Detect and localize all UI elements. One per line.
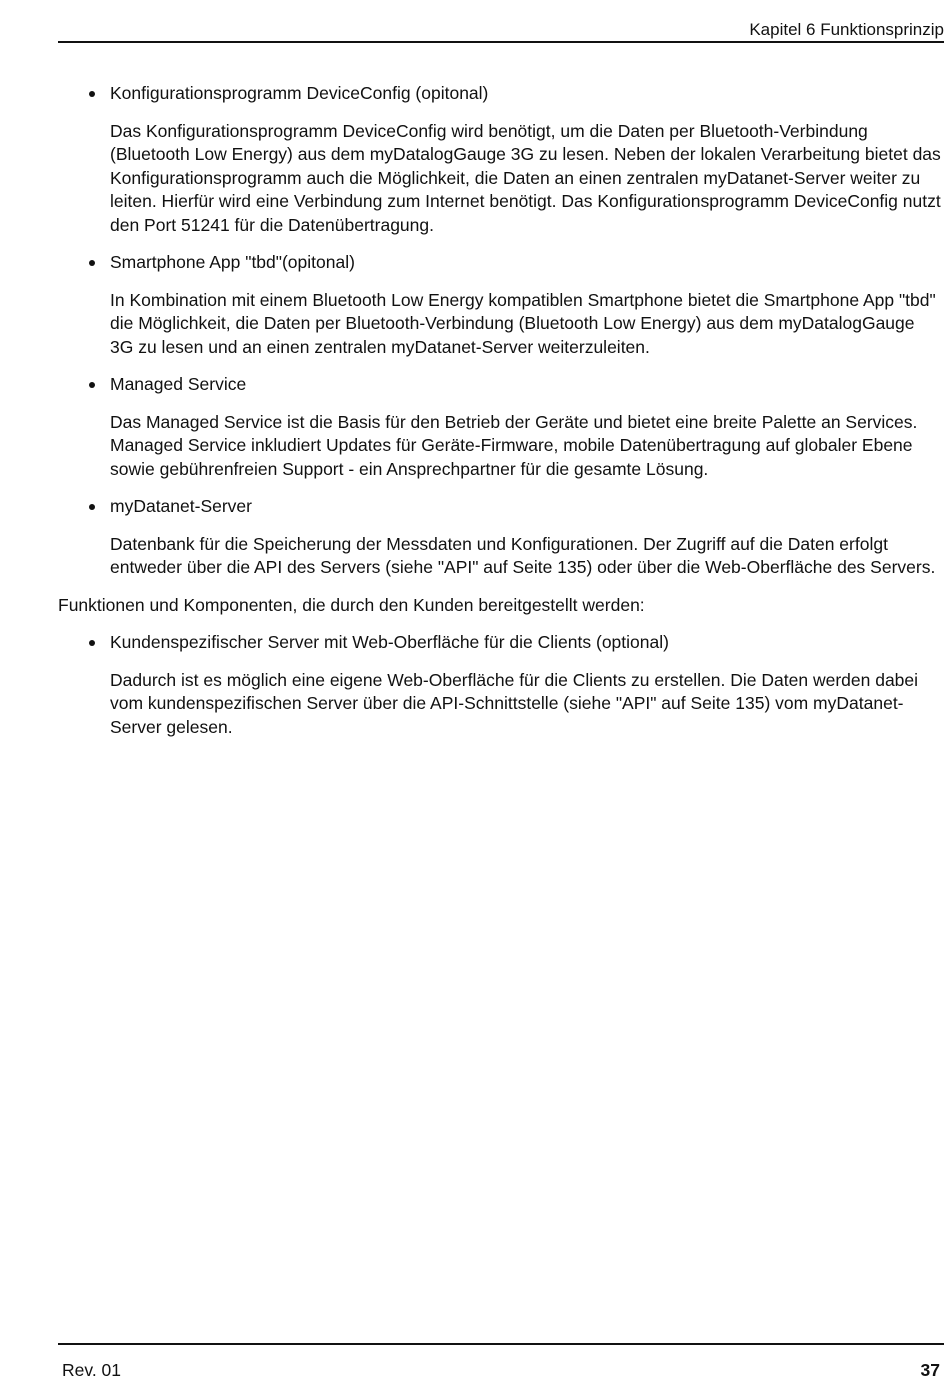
bullet-icon bbox=[89, 260, 95, 266]
bullet-icon bbox=[89, 504, 95, 510]
footer-divider bbox=[58, 1343, 944, 1345]
list-item-smartphone-app bbox=[58, 251, 942, 359]
list-item-description: In Kombination mit einem Bluetooth Low Energy kompatiblen Smartphone bietet die Smartphone App "tbd" die Möglichkeit, die Daten per Bluetooth-Verbindung (Bluetooth Low Energy) aus dem myDatalogGauge 3G zu lesen und an einen zentralen myDatanet-Server weiterzuleiten. bbox=[110, 289, 936, 357]
list-item-title: Smartphone App "tbd"(opitonal) bbox=[110, 252, 355, 272]
list-item-title: Kundenspezifischer Server mit Web-Oberfläche für die Clients (optional) bbox=[110, 632, 669, 652]
list-item-customer-server bbox=[58, 631, 942, 739]
header-divider bbox=[58, 41, 944, 43]
page-header-title: Kapitel 6 Funktionsprinzip bbox=[749, 20, 944, 39]
list-item-title: myDatanet-Server bbox=[110, 496, 252, 516]
page-number: 37 bbox=[920, 1360, 940, 1380]
list-item-description: Das Konfigurationsprogramm DeviceConfig wird benötigt, um die Daten per Bluetooth-Verbindung (Bluetooth Low Energy) aus dem myDatalogGauge 3G zu lesen. Neben der lokalen Verarbeitung bietet das Konfigurationsprogramm auch die Möglichkeit, die Daten an einen zentralen myDatanet-Server weiter zu leiten. Hierfür wird eine Verbindung zum Internet benötigt. Das Konfigurationsprogramm DeviceConfig nutzt den Port 51241 für die Datenübertragung. bbox=[110, 120, 941, 235]
section-intro-paragraph: Funktionen und Komponenten, die durch den Kunden bereitgestellt werden: bbox=[58, 594, 645, 615]
footer-revision: Rev. 01 bbox=[62, 1360, 122, 1380]
list-item-title: Managed Service bbox=[110, 374, 247, 394]
bullet-icon bbox=[89, 640, 95, 646]
bullet-icon bbox=[89, 91, 95, 97]
list-item-mydatanet-server bbox=[58, 495, 942, 580]
list-item-description: Datenbank für die Speicherung der Messdaten und Konfigurationen. Der Zugriff auf die Daten erfolgt entweder über die API des Servers (siehe "API" auf Seite 135) oder über die Web-Oberfläche des Servers. bbox=[110, 533, 936, 577]
bullet-icon bbox=[89, 382, 95, 388]
list-item-managed-service bbox=[58, 373, 942, 481]
list-item-deviceconfig bbox=[58, 82, 942, 237]
list-item-description: Das Managed Service ist die Basis für den Betrieb der Geräte und bietet eine breite Palette an Services. Managed Service inkludiert Updates für Geräte-Firmware, mobile Datenübertragung auf globaler Ebene sowie gebührenfreien Support - ein Ansprechpartner für die gesamte Lösung. bbox=[110, 411, 918, 479]
list-item-description: Dadurch ist es möglich eine eigene Web-Oberfläche für die Clients zu erstellen. Die Daten werden dabei vom kundenspezifischen Server über die API-Schnittstelle (siehe "API" auf Seite 135) vom myDatanet-Server gelesen. bbox=[110, 669, 919, 737]
page-content bbox=[58, 82, 942, 753]
list-item-title: Konfigurationsprogramm DeviceConfig (opitonal) bbox=[110, 83, 489, 103]
